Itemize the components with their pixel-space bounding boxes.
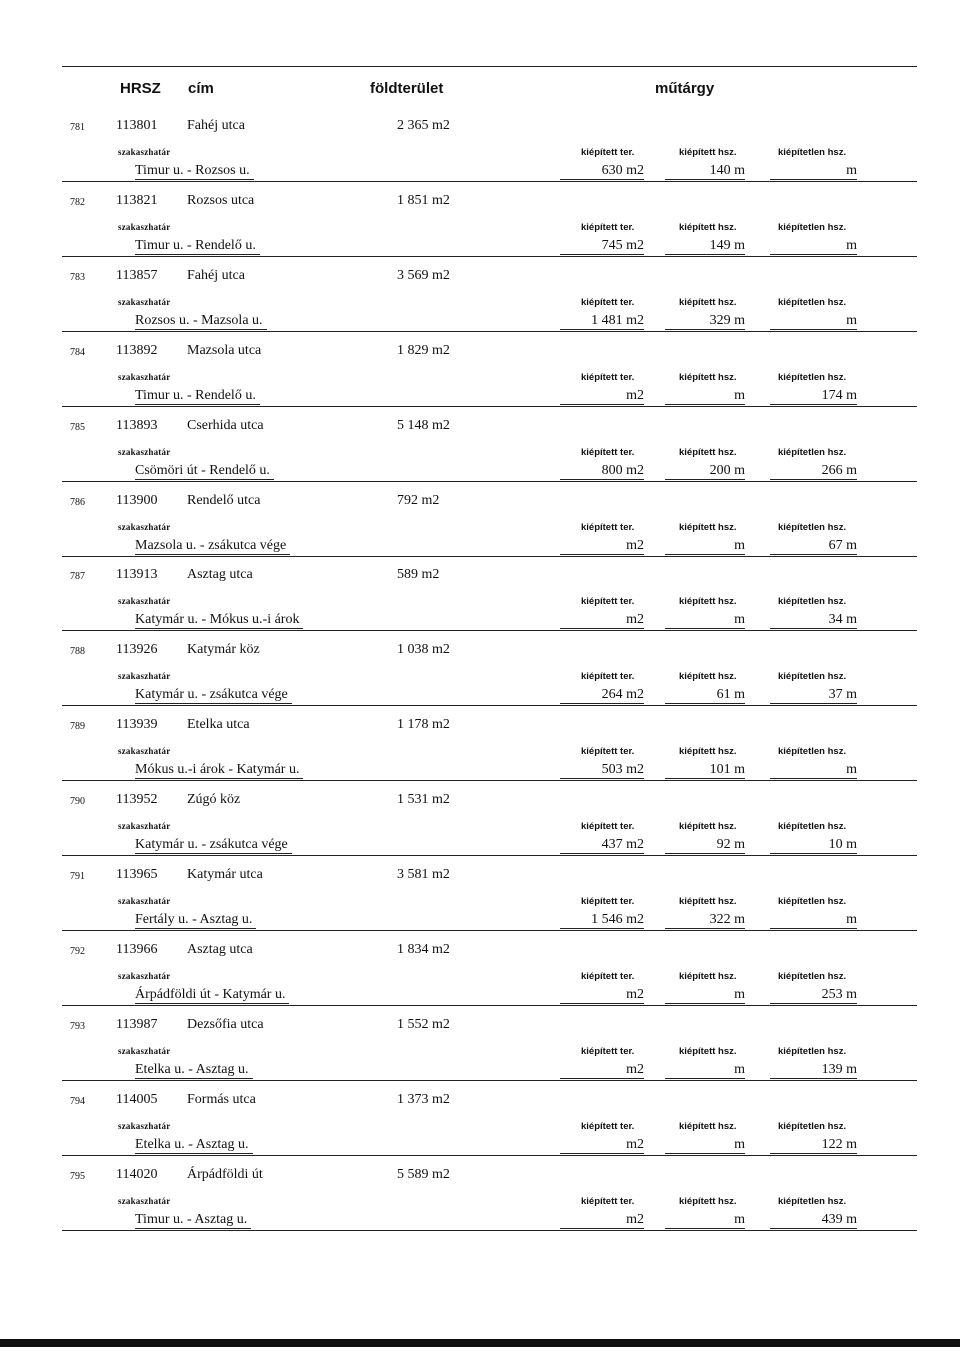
built-length-value: 149 m xyxy=(665,238,745,255)
built-area-label: kiépített ter. xyxy=(581,221,635,233)
record-number: 785 xyxy=(70,421,85,433)
unbuilt-length-label: kiépítetlen hsz. xyxy=(778,521,847,533)
built-area-label: kiépített ter. xyxy=(581,446,635,458)
hrsz-number: 113893 xyxy=(116,417,158,433)
record-number: 781 xyxy=(70,122,85,133)
row-divider xyxy=(62,705,917,706)
built-area-label: kiépített ter. xyxy=(581,746,635,758)
record-number: 793 xyxy=(70,1020,85,1032)
footer-bar xyxy=(0,1339,960,1347)
street-name: Katymár köz xyxy=(187,642,260,658)
street-name: Rozsos utca xyxy=(187,192,255,208)
record-row xyxy=(0,792,960,867)
row-divider xyxy=(62,556,917,557)
record-number: 795 xyxy=(70,1170,85,1182)
built-length-label: kiépített hsz. xyxy=(679,296,737,308)
hrsz-number: 113926 xyxy=(116,642,158,658)
built-area-value: m2 xyxy=(560,612,644,629)
street-name: Etelka utca xyxy=(187,717,250,733)
built-length-label: kiépített hsz. xyxy=(679,746,737,758)
section-boundary-label: szakaszhatár xyxy=(118,746,171,757)
section-boundary-label: szakaszhatár xyxy=(118,596,171,607)
row-divider xyxy=(62,780,917,781)
hrsz-number: 114005 xyxy=(116,1091,158,1107)
built-length-label: kiépített hsz. xyxy=(679,221,737,233)
hrsz-number: 113952 xyxy=(116,792,158,808)
record-row xyxy=(0,717,960,792)
hrsz-number: 113821 xyxy=(116,192,158,208)
built-length-value: 200 m xyxy=(665,463,745,480)
record-row xyxy=(0,942,960,1017)
land-area: 3 569 m2 xyxy=(397,267,450,283)
built-area-label: kiépített ter. xyxy=(581,521,635,533)
section-range: Rozsos u. - Mazsola u. xyxy=(135,313,267,330)
unbuilt-length-value: 439 m xyxy=(770,1212,857,1229)
unbuilt-length-label: kiépítetlen hsz. xyxy=(778,896,847,907)
section-range: Katymár u. - zsákutca vége xyxy=(135,837,292,854)
built-length-label: kiépített hsz. xyxy=(679,596,737,608)
section-boundary-label: szakaszhatár xyxy=(118,147,171,157)
row-divider xyxy=(62,481,917,482)
built-length-label: kiépített hsz. xyxy=(679,1045,737,1057)
section-range: Etelka u. - Asztag u. xyxy=(135,1062,253,1079)
land-area: 1 373 m2 xyxy=(397,1091,450,1107)
section-range: Timur u. - Rendelő u. xyxy=(135,388,260,405)
built-length-label: kiépített hsz. xyxy=(679,147,737,158)
section-boundary-label: szakaszhatár xyxy=(118,371,171,382)
hrsz-number: 113987 xyxy=(116,1016,158,1032)
row-divider xyxy=(62,1155,917,1156)
record-number: 789 xyxy=(70,721,85,733)
record-row xyxy=(0,567,960,642)
built-length-value: 322 m xyxy=(665,912,745,929)
unbuilt-length-label: kiépítetlen hsz. xyxy=(778,371,847,383)
unbuilt-length-label: kiépítetlen hsz. xyxy=(778,970,847,982)
unbuilt-length-label: kiépítetlen hsz. xyxy=(778,147,847,158)
unbuilt-length-value: 139 m xyxy=(770,1062,857,1079)
built-area-label: kiépített ter. xyxy=(581,296,635,308)
record-row xyxy=(0,343,960,418)
section-range: Fertály u. - Asztag u. xyxy=(135,912,256,929)
land-area: 1 834 m2 xyxy=(397,941,450,957)
unbuilt-length-value: 37 m xyxy=(770,687,857,704)
unbuilt-length-label: kiépítetlen hsz. xyxy=(778,1120,847,1132)
built-length-label: kiépített hsz. xyxy=(679,821,737,833)
built-area-value: 800 m2 xyxy=(560,463,644,480)
built-area-value: m2 xyxy=(560,388,644,405)
built-area-value: m2 xyxy=(560,987,644,1004)
unbuilt-length-value: 122 m xyxy=(770,1137,857,1154)
built-area-value: m2 xyxy=(560,1137,644,1154)
unbuilt-length-label: kiépítetlen hsz. xyxy=(778,1195,847,1207)
land-area: 1 038 m2 xyxy=(397,642,450,658)
built-area-label: kiépített ter. xyxy=(581,970,635,982)
header-mutargy: műtárgy xyxy=(655,80,715,97)
built-area-label: kiépített ter. xyxy=(581,371,635,383)
built-length-value: m xyxy=(665,1062,745,1079)
record-number: 788 xyxy=(70,646,85,658)
unbuilt-length-value: 266 m xyxy=(770,463,857,480)
unbuilt-length-value: m xyxy=(770,313,857,330)
record-number: 783 xyxy=(70,271,85,283)
built-length-value: 92 m xyxy=(665,837,745,854)
row-divider xyxy=(62,855,917,856)
unbuilt-length-label: kiépítetlen hsz. xyxy=(778,446,847,458)
section-range: Katymár u. - zsákutca vége xyxy=(135,687,292,704)
record-row xyxy=(0,268,960,343)
land-area: 1 531 m2 xyxy=(397,792,450,808)
built-length-label: kiépített hsz. xyxy=(679,970,737,982)
hrsz-number: 113892 xyxy=(116,342,158,358)
section-range: Timur u. - Asztag u. xyxy=(135,1212,251,1229)
record-row xyxy=(0,867,960,942)
record-number: 792 xyxy=(70,945,85,957)
street-name: Formás utca xyxy=(187,1091,256,1107)
header-foldterulet: földterület xyxy=(370,80,444,97)
record-number: 787 xyxy=(70,571,85,583)
section-range: Mazsola u. - zsákutca vége xyxy=(135,538,290,555)
section-boundary-label: szakaszhatár xyxy=(118,671,171,682)
built-length-label: kiépített hsz. xyxy=(679,371,737,383)
record-row xyxy=(0,418,960,493)
section-range: Árpádföldi út - Katymár u. xyxy=(135,987,289,1004)
built-length-label: kiépített hsz. xyxy=(679,1195,737,1207)
built-length-label: kiépített hsz. xyxy=(679,896,737,907)
section-range: Timur u. - Rozsos u. xyxy=(135,163,254,180)
built-area-value: 630 m2 xyxy=(560,163,644,180)
record-row xyxy=(0,493,960,568)
built-length-value: 101 m xyxy=(665,762,745,779)
built-length-value: 61 m xyxy=(665,687,745,704)
built-length-label: kiépített hsz. xyxy=(679,446,737,458)
hrsz-number: 113857 xyxy=(116,267,158,283)
unbuilt-length-label: kiépítetlen hsz. xyxy=(778,1045,847,1057)
record-row xyxy=(0,193,960,268)
built-area-label: kiépített ter. xyxy=(581,1120,635,1132)
land-area: 3 581 m2 xyxy=(397,867,450,882)
row-divider xyxy=(62,1005,917,1006)
built-length-value: 140 m xyxy=(665,163,745,180)
unbuilt-length-value: m xyxy=(770,163,857,180)
built-area-value: 437 m2 xyxy=(560,837,644,854)
record-number: 791 xyxy=(70,871,85,882)
section-boundary-label: szakaszhatár xyxy=(118,296,171,307)
section-boundary-label: szakaszhatár xyxy=(118,446,171,457)
land-area: 1 829 m2 xyxy=(397,342,450,358)
hrsz-number: 113801 xyxy=(116,118,158,133)
street-name: Mazsola utca xyxy=(187,342,262,358)
built-area-label: kiépített ter. xyxy=(581,896,635,907)
unbuilt-length-value: m xyxy=(770,238,857,255)
record-row xyxy=(0,1167,960,1242)
street-name: Fahéj utca xyxy=(187,267,245,283)
built-length-label: kiépített hsz. xyxy=(679,671,737,683)
built-area-value: 264 m2 xyxy=(560,687,644,704)
section-range: Mókus u.-i árok - Katymár u. xyxy=(135,762,303,779)
unbuilt-length-label: kiépítetlen hsz. xyxy=(778,296,847,308)
unbuilt-length-value: 10 m xyxy=(770,837,857,854)
street-name: Zúgó köz xyxy=(187,792,241,808)
built-length-value: 329 m xyxy=(665,313,745,330)
street-name: Dezsőfia utca xyxy=(187,1016,264,1032)
record-row xyxy=(0,642,960,717)
unbuilt-length-label: kiépítetlen hsz. xyxy=(778,221,847,233)
land-area: 1 552 m2 xyxy=(397,1016,450,1032)
built-length-value: m xyxy=(665,1212,745,1229)
land-area: 5 589 m2 xyxy=(397,1166,450,1182)
street-name: Cserhida utca xyxy=(187,417,264,433)
built-length-value: m xyxy=(665,1137,745,1154)
record-row xyxy=(0,118,960,193)
record-row xyxy=(0,1017,960,1092)
row-divider xyxy=(62,1080,917,1081)
unbuilt-length-value: 34 m xyxy=(770,612,857,629)
row-divider xyxy=(62,930,917,931)
built-area-value: 1 546 m2 xyxy=(560,912,644,929)
unbuilt-length-value: 174 m xyxy=(770,388,857,405)
built-area-value: 745 m2 xyxy=(560,238,644,255)
built-area-label: kiépített ter. xyxy=(581,1195,635,1207)
unbuilt-length-label: kiépítetlen hsz. xyxy=(778,596,847,608)
section-boundary-label: szakaszhatár xyxy=(118,821,171,832)
hrsz-number: 113965 xyxy=(116,867,158,882)
land-area: 1 178 m2 xyxy=(397,717,450,733)
built-area-value: 1 481 m2 xyxy=(560,313,644,330)
street-name: Rendelő utca xyxy=(187,492,261,508)
record-number: 786 xyxy=(70,496,85,508)
record-number: 794 xyxy=(70,1095,85,1107)
built-length-value: m xyxy=(665,538,745,555)
built-length-value: m xyxy=(665,388,745,405)
row-divider xyxy=(62,256,917,257)
land-area: 5 148 m2 xyxy=(397,417,450,433)
section-boundary-label: szakaszhatár xyxy=(118,1045,171,1056)
record-number: 790 xyxy=(70,796,85,808)
street-name: Fahéj utca xyxy=(187,118,245,133)
built-length-label: kiépített hsz. xyxy=(679,521,737,533)
section-range: Timur u. - Rendelő u. xyxy=(135,238,260,255)
street-name: Árpádföldi út xyxy=(187,1166,263,1182)
header-cim: cím xyxy=(188,80,214,97)
street-name: Asztag utca xyxy=(187,941,253,957)
unbuilt-length-value: m xyxy=(770,912,857,929)
unbuilt-length-label: kiépítetlen hsz. xyxy=(778,746,847,758)
section-range: Csömöri út - Rendelő u. xyxy=(135,463,274,480)
record-number: 784 xyxy=(70,346,85,358)
section-boundary-label: szakaszhatár xyxy=(118,221,171,232)
built-area-label: kiépített ter. xyxy=(581,821,635,833)
land-area: 589 m2 xyxy=(397,567,440,583)
built-area-value: m2 xyxy=(560,1212,644,1229)
row-divider xyxy=(62,406,917,407)
hrsz-number: 113966 xyxy=(116,941,158,957)
built-area-label: kiépített ter. xyxy=(581,671,635,683)
section-boundary-label: szakaszhatár xyxy=(118,521,171,532)
record-number: 782 xyxy=(70,196,85,208)
hrsz-number: 113913 xyxy=(116,567,158,583)
section-boundary-label: szakaszhatár xyxy=(118,970,171,981)
built-area-value: m2 xyxy=(560,1062,644,1079)
unbuilt-length-value: m xyxy=(770,762,857,779)
record-row xyxy=(0,1092,960,1167)
section-range: Katymár u. - Mókus u.-i árok xyxy=(135,612,303,629)
section-range: Etelka u. - Asztag u. xyxy=(135,1137,253,1154)
built-length-value: m xyxy=(665,987,745,1004)
built-area-value: 503 m2 xyxy=(560,762,644,779)
hrsz-number: 113900 xyxy=(116,492,158,508)
row-divider xyxy=(62,181,917,182)
built-area-value: m2 xyxy=(560,538,644,555)
hrsz-number: 113939 xyxy=(116,717,158,733)
land-area: 792 m2 xyxy=(397,492,440,508)
section-boundary-label: szakaszhatár xyxy=(118,1195,171,1206)
hrsz-number: 114020 xyxy=(116,1166,158,1182)
street-name: Asztag utca xyxy=(187,567,253,583)
row-divider xyxy=(62,331,917,332)
row-divider xyxy=(62,1230,917,1231)
section-boundary-label: szakaszhatár xyxy=(118,1120,171,1131)
land-area: 1 851 m2 xyxy=(397,192,450,208)
unbuilt-length-value: 253 m xyxy=(770,987,857,1004)
built-length-label: kiépített hsz. xyxy=(679,1120,737,1132)
land-area: 2 365 m2 xyxy=(397,118,450,133)
top-rule xyxy=(62,66,917,67)
row-divider xyxy=(62,630,917,631)
unbuilt-length-label: kiépítetlen hsz. xyxy=(778,671,847,683)
built-area-label: kiépített ter. xyxy=(581,596,635,608)
unbuilt-length-label: kiépítetlen hsz. xyxy=(778,821,847,833)
built-area-label: kiépített ter. xyxy=(581,1045,635,1057)
unbuilt-length-value: 67 m xyxy=(770,538,857,555)
built-length-value: m xyxy=(665,612,745,629)
section-boundary-label: szakaszhatár xyxy=(118,896,171,906)
street-name: Katymár utca xyxy=(187,867,263,882)
built-area-label: kiépített ter. xyxy=(581,147,635,158)
header-hrsz: HRSZ xyxy=(120,80,161,97)
